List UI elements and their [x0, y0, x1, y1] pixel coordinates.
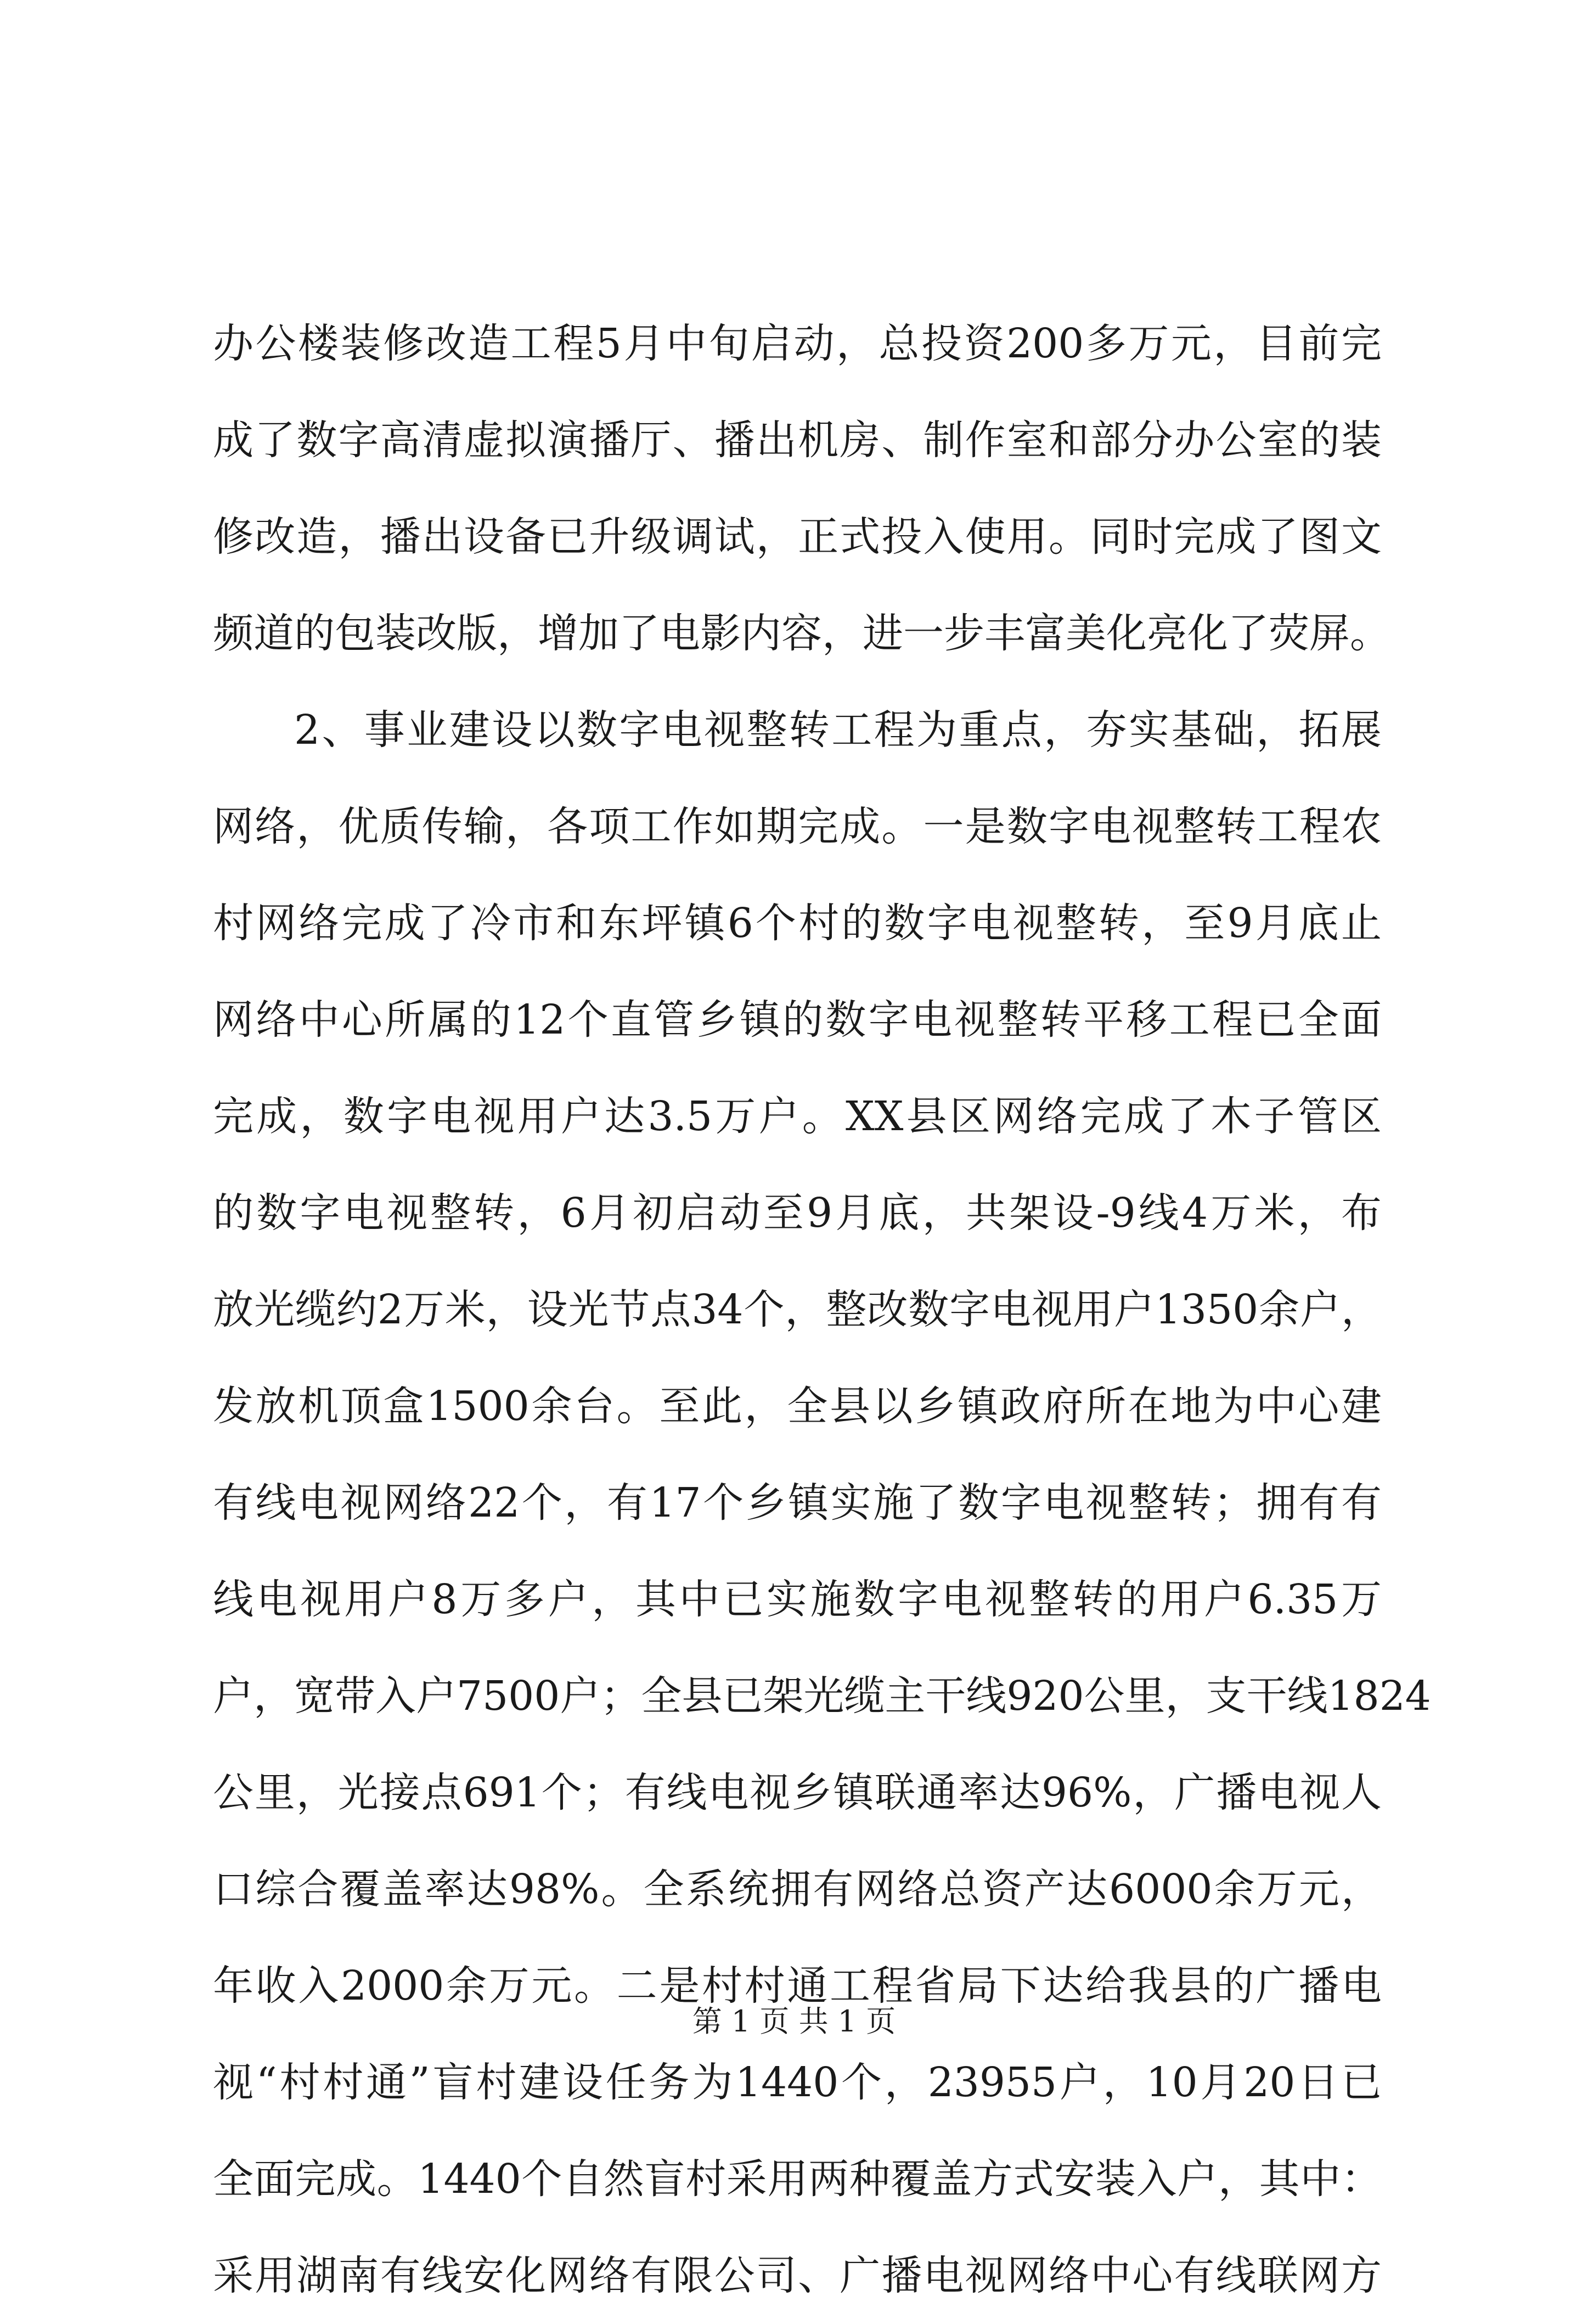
- text-line: 线电视用户8万多户，其中已实施数字电视整转的用户6.35万: [213, 1576, 1382, 1623]
- page-footer: [0, 1998, 1588, 2040]
- text-line: 2、事业建设以数字电视整转工程为重点，夯实基础，拓展: [294, 706, 1382, 754]
- text-line: 全面完成。1440个自然盲村采用两种覆盖方式安装入户，其中：: [213, 2155, 1382, 2203]
- text-line: 网络，优质传输，各项工作如期完成。一是数字电视整转工程农: [213, 803, 1382, 850]
- text-line: 视“村村通”盲村建设任务为1440个，23955户，10月20日已: [213, 2059, 1382, 2106]
- text-line: 网络中心所属的12个直管乡镇的数字电视整转平移工程已全面: [213, 996, 1382, 1043]
- text-line: 村网络完成了冷市和东坪镇6个村的数字电视整转，至9月底止: [213, 900, 1382, 947]
- text-line: 修改造，播出设备已升级调试，正式投入使用。同时完成了图文: [213, 513, 1382, 560]
- text-line: 有线电视网络22个，有17个乡镇实施了数字电视整转；拥有有: [213, 1479, 1382, 1526]
- page-number-label: 第 1 页 共 1 页: [692, 2004, 896, 2039]
- text-line: 口综合覆盖率达98%。全系统拥有网络总资产达6000余万元，: [213, 1866, 1382, 1913]
- text-line: 公里，光接点691个；有线电视乡镇联通率达96%，广播电视人: [213, 1769, 1382, 1816]
- text-line: 频道的包装改版，增加了电影内容，进一步丰富美化亮化了荧屏。: [213, 610, 1390, 657]
- text-line: 户，宽带入户7500户；全县已架光缆主干线920公里，支干线1824: [213, 1672, 1431, 1720]
- text-line: 采用湖南有线安化网络有限公司、广播电视网络中心有线联网方: [213, 2252, 1382, 2299]
- text-line: 的数字电视整转，6月初启动至9月底，共架设-9线4万米，布: [213, 1189, 1382, 1237]
- text-line: 年收入2000余万元。二是村村通工程省局下达给我县的广播电: [213, 1962, 1382, 2009]
- text-line: 放光缆约2万米，设光节点34个，整改数字电视用户1350余户，: [213, 1286, 1382, 1333]
- text-line: 成了数字高清虚拟演播厅、播出机房、制作室和部分办公室的装: [213, 417, 1382, 464]
- text-line: 发放机顶盒1500余台。至此，全县以乡镇政府所在地为中心建: [213, 1383, 1382, 1430]
- text-line: 办公楼装修改造工程5月中旬启动，总投资200多万元，目前完: [213, 320, 1382, 367]
- text-line: 完成，数字电视用户达3.5万户。XX县区网络完成了木子管区: [213, 1093, 1382, 1140]
